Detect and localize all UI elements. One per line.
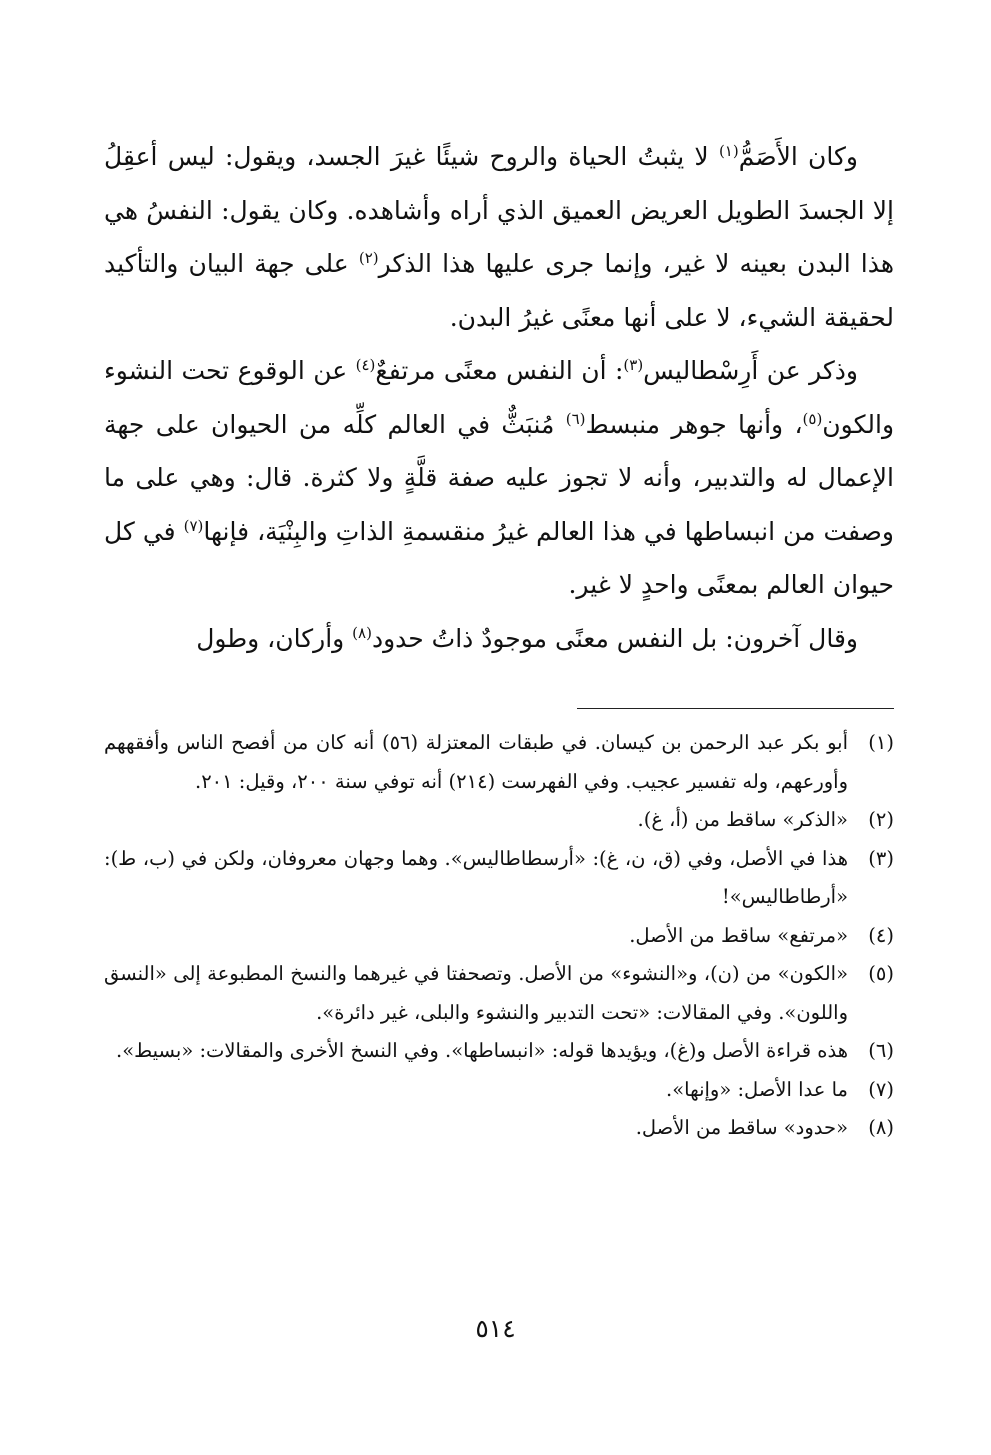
footnote-text: أبو بكر عبد الرحمن بن كيسان. في طبقات المعتزلة (٥٦) أنه كان من أفصح الناس وأفقههم وأورعهم، وله تفسير عجيب. وفي الفهرست (٢١٤) أنه توفي سنة ٢٠٠، وقيل: ٢٠١. <box>104 731 848 793</box>
footnote-ref-7[interactable]: (٧) <box>183 516 204 535</box>
footnote-6 <box>104 1032 894 1071</box>
paragraph-1 <box>104 130 894 344</box>
paragraph-3 <box>104 612 894 666</box>
footnote-number: (٦) <box>868 1039 894 1062</box>
footnote-ref-3[interactable]: (٣) <box>623 356 644 374</box>
footnote-text: ما عدا الأصل: «وإنها». <box>666 1077 848 1101</box>
footnote-text: هذه قراءة الأصل و(غ)، ويؤيدها قوله: «انبساطها». وفي النسخ الأخرى والمقالات: «بسيط». <box>116 1039 848 1062</box>
footnote-number: (١) <box>868 731 894 754</box>
text-run: وكان الأَصَمُّ <box>738 142 858 171</box>
footnote-2 <box>104 801 894 840</box>
footnote-ref-6[interactable]: (٦) <box>565 409 586 428</box>
footnote-number: (٥) <box>868 962 894 985</box>
footnote-number: (٣) <box>868 846 894 870</box>
text-run: عن الوقوع تحت النشوء والكون <box>104 356 895 439</box>
footnote-text: هذا في الأصل، وفي (ق، ن، غ): «أرسطاطاليس». وهما وجهان معروفان، ولكن في (ب، ط): «أرطاطاليس»! <box>104 846 848 908</box>
footnote-number: (٨) <box>868 1116 894 1139</box>
footnote-1 <box>104 724 894 801</box>
footnote-number: (٢) <box>868 808 894 831</box>
text-run: وذكر عن أَرِسْطاليس <box>643 356 858 385</box>
footnote-3 <box>104 840 894 917</box>
text-run: مُنبَثٌّ في العالم كلِّه من الحيوان على جهة الإعمال له والتدبير، وأنه لا تجوز عليه صفة قلَّةٍ ولا كثرة. قال: وهي على ما وصفت من انبساطها في هذا العالم غيرُ منقسمةِ الذاتِ والبِنْيَة، فإنها <box>104 409 894 546</box>
footnote-text: «حدود» ساقط من الأصل. <box>635 1116 848 1139</box>
page-body <box>104 130 894 665</box>
footnote-ref-8[interactable]: (٨) <box>352 623 372 642</box>
footnote-number: (٧) <box>868 1077 894 1101</box>
footnote-divider <box>577 708 894 709</box>
footnotes-section <box>104 724 894 1148</box>
footnote-4 <box>104 917 894 956</box>
text-run: ، وأنها جوهر منبسط <box>585 409 803 439</box>
text-run: : أن النفس معنًى مرتفعٌ <box>375 356 624 385</box>
footnote-ref-2[interactable]: (٢) <box>358 249 379 267</box>
text-run: وقال آخرون: بل النفس معنًى موجودٌ ذاتُ حدود <box>371 623 858 653</box>
footnote-ref-4[interactable]: (٤) <box>355 356 376 374</box>
footnote-5 <box>104 955 894 1032</box>
main-text <box>104 130 894 665</box>
text-run: وأركان، وطول <box>196 623 353 653</box>
footnote-number: (٤) <box>868 923 894 947</box>
text-run: على جهة البيان والتأكيد لحقيقة الشيء، لا على أنها معنًى غيرُ البدن. <box>104 249 894 332</box>
text-run: في كل حيوان العالم بمعنًى واحدٍ لا غير. <box>104 516 894 599</box>
page-number: ٥١٤ <box>475 1314 516 1343</box>
footnote-ref-1[interactable]: (١) <box>718 142 739 160</box>
footnote-8 <box>104 1109 894 1148</box>
footnote-text: «مرتفع» ساقط من الأصل. <box>629 923 848 947</box>
footnote-7 <box>104 1071 894 1110</box>
paragraph-2 <box>104 344 894 612</box>
footnote-ref-5[interactable]: (٥) <box>802 409 823 428</box>
text-run: لا يثبتُ الحياة والروح شيئًا غيرَ الجسد، ويقول: ليس أعقِلُ إلا الجسدَ الطويل العريض العميق الذي أراه وأشاهده. وكان يقول: النفسُ هي هذا البدن بعينه لا غير، وإنما جرى عليها هذا الذكر <box>104 142 894 278</box>
footnote-text: «الكون» من (ن)، و«النشوء» من الأصل. وتصحفتا في غيرهما والنسخ المطبوعة إلى «النسق واللون». وفي المقالات: «تحت التدبير والنشوء والبلى، غير دائرة». <box>104 962 848 1024</box>
footnote-text: «الذكر» ساقط من (أ، غ). <box>637 808 848 831</box>
